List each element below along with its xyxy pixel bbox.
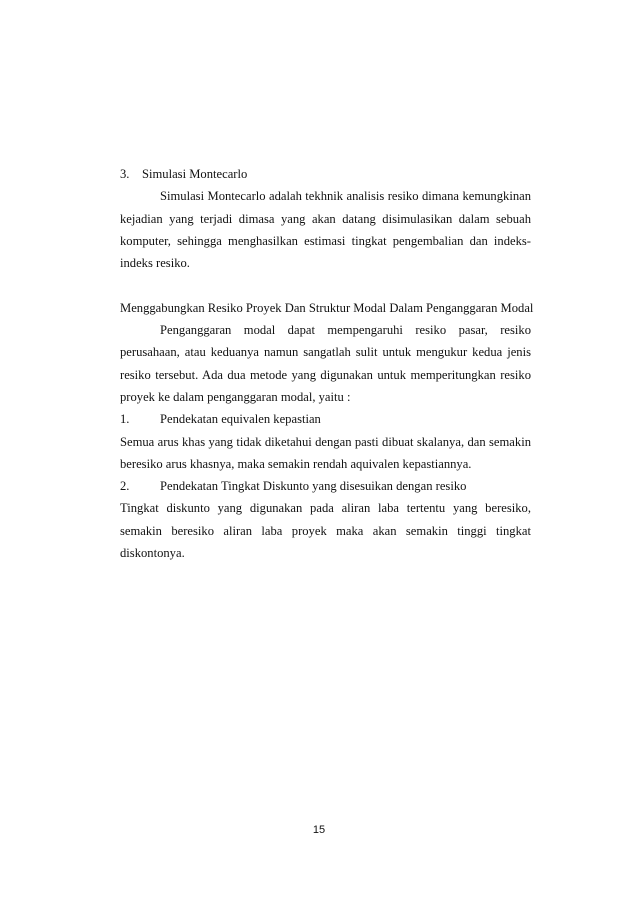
combine-heading: Menggabungkan Resiko Proyek Dan Struktur Modal Dalam Penganggaran Modal — [120, 300, 534, 315]
method-1-title: Pendekatan equivalen kepastian — [160, 412, 321, 427]
method-1-number: 1. — [120, 412, 130, 427]
method-2-number: 2. — [120, 479, 130, 494]
method-1-description: Semua arus khas yang tidak diketahui dengan pasti dibuat skalanya, dan semakin beresiko arus khasnya, maka semakin rendah aquivalen kepastiannya. — [120, 434, 531, 471]
section-3-heading — [120, 163, 531, 185]
combine-paragraph: Penganggaran modal dapat mempengaruhi resiko pasar, resiko perusahaan, atau keduanya namun sangatlah sulit untuk mengukur kedua jenis resiko tersebut. Ada dua metode yang digunakan untuk memperitungkan resiko proyek ke dalam penganggaran modal, yaitu : — [120, 323, 531, 404]
method-2-heading — [120, 475, 531, 497]
page-content — [120, 163, 534, 564]
method-2-title: Pendekatan Tingkat Diskunto yang disesuikan dengan resiko — [160, 479, 467, 494]
section-3-title: Simulasi Montecarlo — [142, 167, 248, 181]
paragraph-gap — [120, 274, 531, 296]
page-number: 15 — [312, 824, 326, 836]
method-1-heading — [120, 408, 531, 430]
method-2-description: Tingkat diskunto yang digunakan pada aliran laba tertentu yang beresiko, semakin beresiko aliran laba proyek maka akan semakin tinggi tingkat diskontonya. — [120, 501, 531, 561]
section-3-number: 3. — [120, 167, 130, 181]
section-3-paragraph: Simulasi Montecarlo adalah tekhnik analisis resiko dimana kemungkinan kejadian yang terjadi dimasa yang akan datang disimulasikan dalam sebuah komputer, sehingga menghasilkan estimasi tingkat pengembalian dan indeks-indeks resiko. — [120, 189, 531, 271]
